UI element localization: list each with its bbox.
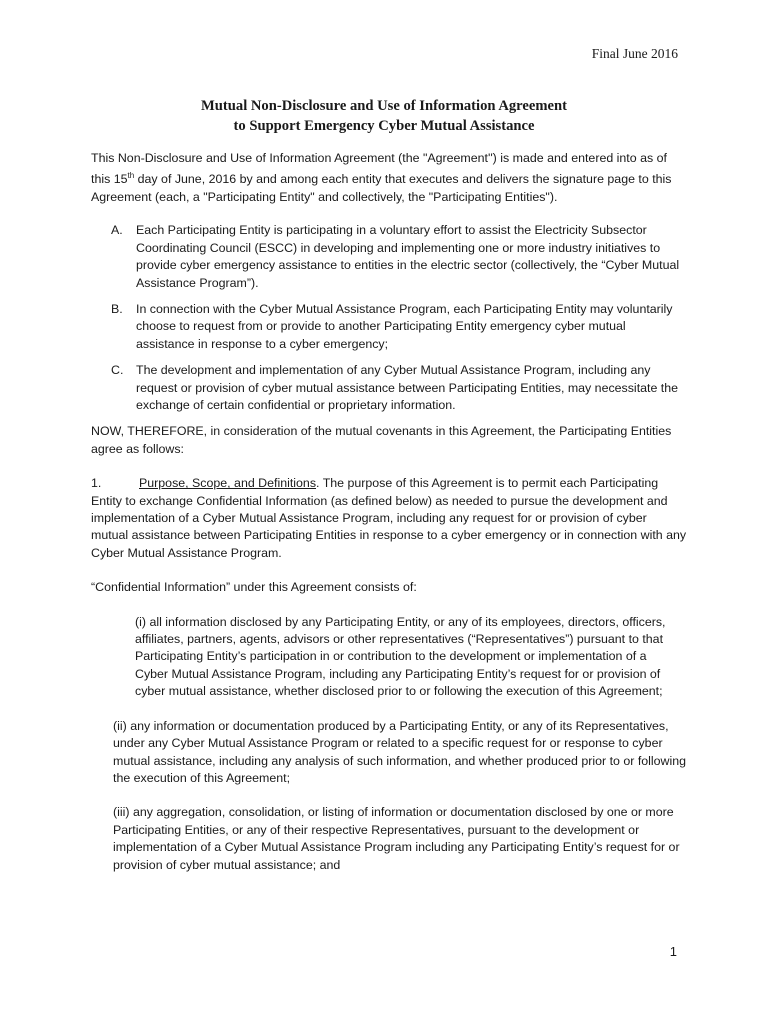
title-line-1: Mutual Non-Disclosure and Use of Information Agreement [201, 98, 567, 114]
document-title [0, 96, 768, 136]
recital-marker: B. [111, 301, 123, 316]
confidential-info-lead: “Confidential Information” under this Agreement consists of: [91, 580, 417, 595]
intro-superscript: th [127, 171, 135, 181]
section-1-paragraph [91, 475, 687, 562]
definition-item: (ii) any information or documentation produced by a Participating Entity, or any of its Representatives, under any Cyber Mutual Assistance Program or related to a specific request for or response to cyber mutual assistance, including any analysis of such information, and whether produced prior to or following the execution of this Agreement; [113, 718, 687, 785]
page-number: 1 [669, 944, 677, 959]
recital-item [91, 222, 687, 292]
intro-part-1: This Non-Disclosure and Use of Information Agreement (the "Agreement'') is made and entered into as of this 15 [91, 151, 667, 187]
recital-text: In connection with the Cyber Mutual Assistance Program, each Participating Entity may voluntarily choose to request from or provide to another Participating Entity emergency cyber mutual assistance in response to a cyber emergency; [136, 301, 673, 351]
recitals-list [91, 222, 687, 414]
recital-item [91, 301, 687, 353]
section-text: . The purpose of this Agreement is to permit each Participating Entity to exchange Confidential Information (as defined below) as needed to pursue the development and implementation of a Cyber Mutual Assistance Program, including any request for or provision of cyber mutual assistance between Participating Entities in response to a cyber emergency or in connection with any Cyber Mutual Assistance Program. [91, 476, 687, 560]
now-therefore-paragraph: NOW, THEREFORE, in consideration of the mutual covenants in this Agreement, the Participating Entities agree as follows: [91, 424, 672, 456]
section-number: 1. [91, 476, 102, 491]
recital-item [91, 362, 687, 414]
definition-item: (iii) any aggregation, consolidation, or listing of information or documentation disclosed by one or more Participating Entities, or any of their respective Representatives, pursuant to the development or implementation of a Cyber Mutual Assistance Program including any Participating Entity’s request for or provision of cyber mutual assistance; and [113, 805, 680, 872]
intro-paragraph [91, 150, 687, 206]
document-body [91, 150, 687, 891]
intro-part-2: day of June, 2016 by and among each entity that executes and delivers the signature page to this Agreement (each, a "Participating Entity" and collectively, the "Participating Entities"). [91, 172, 672, 204]
recital-text: Each Participating Entity is participating in a voluntary effort to assist the Electricity Subsector Coordinating Council (ESCC) in developing and implementing one or more industry initiatives to provide cyber emergency assistance to entities in the electric sector (collectively, the “Cyber Mutual Assistance Program”). [136, 223, 680, 290]
draft-label: Final June 2016 [591, 46, 678, 61]
recital-text: The development and implementation of any Cyber Mutual Assistance Program, including any request or provision of cyber mutual assistance between Participating Entities, may necessitate the exchange of certain confidential or proprietary information. [136, 363, 679, 412]
section-heading: Purpose, Scope, and Definitions [139, 476, 317, 491]
recital-marker: C. [111, 363, 124, 378]
definition-item: (i) all information disclosed by any Participating Entity, or any of its employees, directors, officers, affiliates, partners, agents, advisors or other representatives (“Representatives”) pursuant to that Participating Entity’s participation in or contribution to the development or implementation of a Cyber Mutual Assistance Program, including any Participating Entity’s request for or provision of cyber mutual assistance, whether disclosed prior to or following the execution of this Agreement; [135, 614, 666, 699]
recital-marker: A. [111, 223, 123, 238]
title-line-2: to Support Emergency Cyber Mutual Assistance [233, 118, 535, 134]
